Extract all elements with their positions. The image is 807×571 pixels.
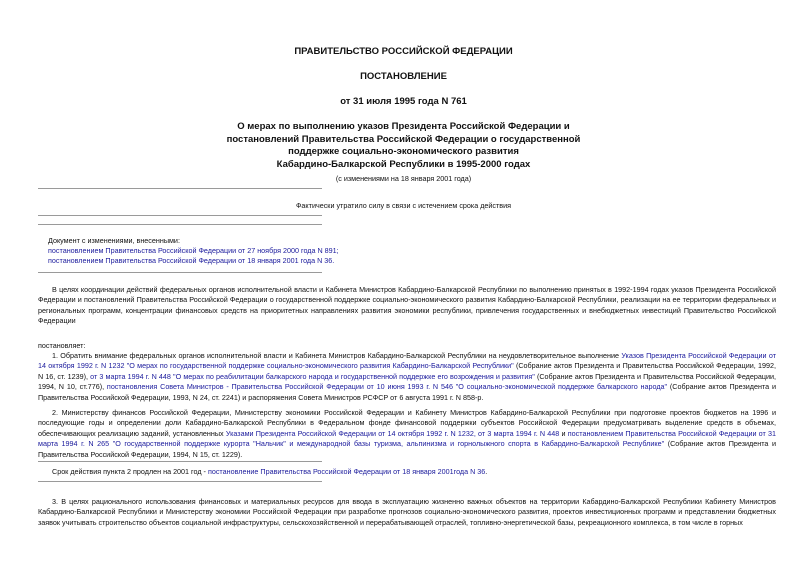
document-date-number: от 31 июля 1995 года N 761 — [340, 96, 467, 107]
item-2-text: и — [559, 428, 568, 438]
decree-448-link[interactable]: от 3 марта 1994 г. N 448 "О мерах по реабилитации балкарского народа и государственной поддержке его возрождения и развития" — [90, 371, 535, 381]
item-1-text: 1. Обратить внимание федеральных органов исполнительной власти и Кабинета Министров Кабардино-Балкарской Республики на неудовлетворительное выполнение — [52, 351, 622, 360]
status-note: Фактически утратило силу в связи с истечением срока действия — [295, 201, 512, 210]
item-1-text: (Собрание актов Президента и Правительства Российской Федерации, 1993, N 24, ст. 2241) и распоряжения Совета Министров РСФСР от 6 августа 1991 г. N 858-р. — [38, 382, 777, 402]
change-link[interactable]: постановлением Правительства Российской Федерации от 27 ноября 2000 года N 891; — [48, 246, 339, 256]
item-1-text: (Собрание актов Президента и Правительства Российской Федерации, 1994, N 10, ст.776), — [38, 371, 777, 392]
title-line: постановлений Правительства Российской Федерации о государственной — [226, 133, 581, 145]
divider — [38, 461, 322, 462]
divider — [38, 215, 322, 216]
decree-1232-link[interactable]: Указов Президента Российской Федерации от 14 октября 1992 г. N 1232 "О мерах по государственной поддержке социально-экономического развития Кабардино-Балкарской Республики" — [38, 351, 777, 371]
changes-heading: Документ с изменениями, внесенными: — [48, 236, 180, 245]
decrees-link[interactable]: Указами Президента Российской Федерации от 14 октября 1992 г. N 1232, от 3 марта 1994 г. N 448 — [225, 428, 560, 438]
title-line: О мерах по выполнению указов Президента Российской Федерации и — [237, 121, 570, 132]
extension-text: Срок действия пункта 2 продлен на 2001 год - — [52, 467, 208, 476]
title-line: поддержке социально-экономического развития — [288, 146, 519, 157]
item-2-text: 2. Министерству финансов Российской Федерации, Министерству экономики Российской Федерации и Кабинету Министров Кабардино-Балкарской Республики при подготовке проектов бюджетов на 1996 и последующие годы и определении доли Кабардино-Балкарской Республики в Федеральном фонде финансовой поддержки субъектов Российской Федерации предусматривать выделение средств в объемах, обеспечивающих реализацию заданий, установленных — [38, 408, 776, 438]
amendment-note: (с изменениями на 18 января 2001 года) — [335, 174, 472, 183]
divider — [38, 224, 322, 225]
item-2-paragraph — [38, 408, 776, 460]
item-1-paragraph — [38, 351, 776, 403]
change-link[interactable]: постановлением Правительства Российской Федерации от 18 января 2001 года N 36. — [48, 256, 335, 266]
item-1-text: (Собрание актов Президента и Правительства Российской Федерации, 1992, N 16, ст. 1239), — [38, 361, 776, 381]
resolution-36-link[interactable]: постановление Правительства Российской Федерации от 18 января 2001года N 36 — [207, 467, 486, 476]
divider — [38, 272, 322, 273]
intro-paragraph: В целях координации действий федеральных органов исполнительной власти и Кабинета Министров Кабардино-Балкарской Республики по выполнению принятых в 1992-1994 годах указов Президента Российской Федерации и постановлений Правительства Российской Федерации о государственной поддержке социально-экономического развития Кабардино-Балкарской Республики, реализации на ее территории федеральных и региональных программ, концентрации финансовых средств на приоритетных направлениях развития экономики республики, привлечения государственных и внебюджетных инвестиций Правительство Российской Федерации — [38, 285, 776, 326]
extension-end: . — [485, 467, 488, 476]
resolution-546-link[interactable]: постановления Совета Министров - Правительства Российской Федерации от 10 июня 1993 г. N 546 "О социально-экономической поддержке балкарского народа" — [106, 382, 668, 392]
document-type: ПОСТАНОВЛЕНИЕ — [360, 71, 447, 82]
extension-note — [38, 467, 776, 477]
changes-block — [48, 236, 339, 267]
item-3-paragraph: 3. В целях рационального использования финансовых и материальных ресурсов для ввода в эксплуатацию жизненно важных объектов на территории Кабардино-Балкарской Республики Кабинету Министров Кабардино-Балкарской Республики и Министерству экономики Российской Федерации при разработке прогнозов социально-экономического развития, проектов инвестиционных программ и представлении бюджетных заявок учитывать строительство объектов социальной инфраструктуры, сельскохозяйственной и перерабатывающей отраслей, топливно-энергетической базы, рекреационного комплекса, в том числе в горных — [38, 497, 776, 527]
divider — [38, 481, 322, 482]
divider — [38, 188, 322, 189]
resolution-265-link[interactable]: постановлением Правительства Российской Федерации от 31 марта 1994 г. N 265 "О государственной поддержке курорта "Нальчик" и международной базы туризма, альпинизма и горнолыжного спорта в Кабардино-Балкарской Республике" — [38, 428, 777, 449]
title-line: Кабардино-Балкарской Республики в 1995-2000 годах — [276, 158, 531, 170]
resolves-label: постановляет: — [38, 341, 86, 350]
government-name: ПРАВИТЕЛЬСТВО РОССИЙСКОЙ ФЕДЕРАЦИИ — [294, 46, 513, 57]
document-title — [0, 121, 807, 171]
item-2-text: (Собрание актов Президента и Правительства Российской Федерации, 1994, N 15, ст. 1229). — [38, 439, 776, 459]
